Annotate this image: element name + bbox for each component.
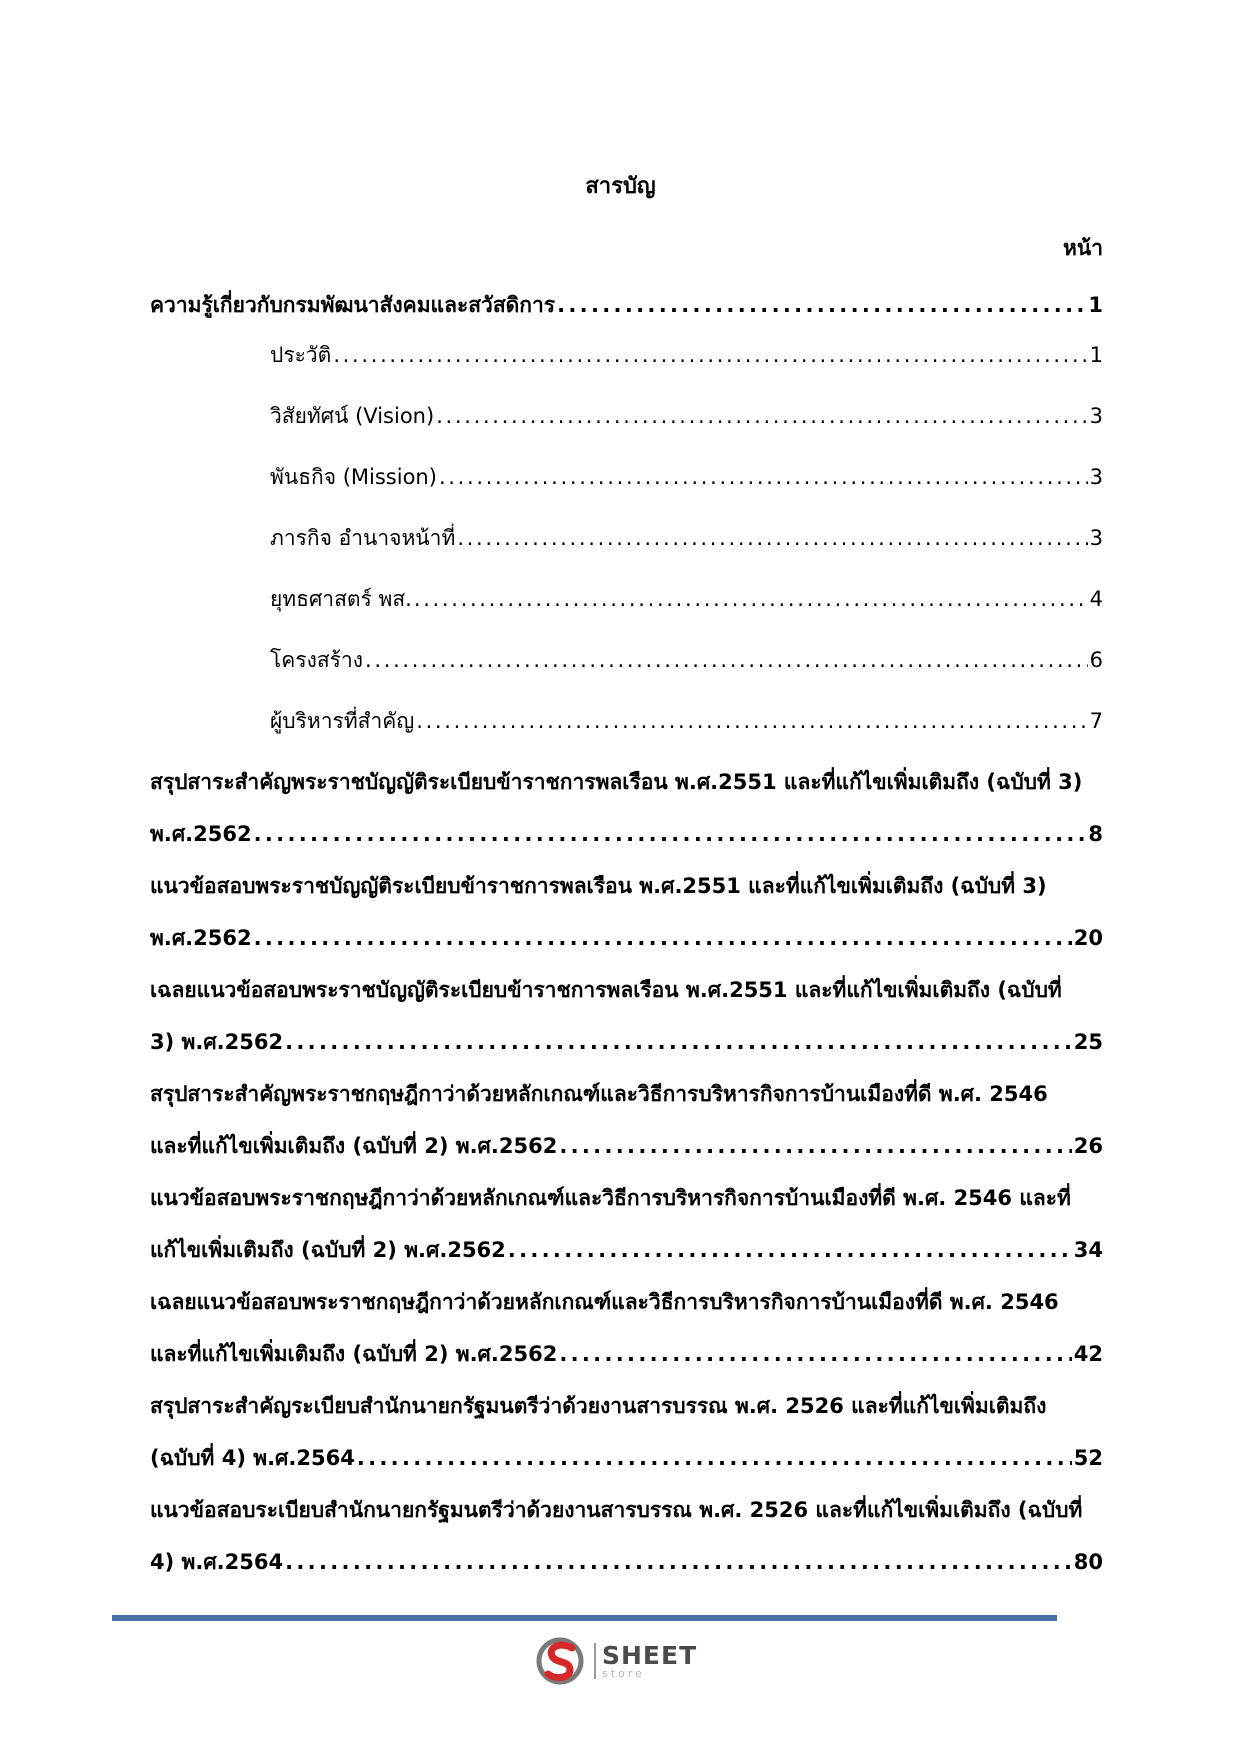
toc-title: สารบัญ — [585, 174, 656, 199]
toc-entry-title: ผู้บริหารที่สำคัญ — [270, 709, 415, 733]
toc-entry[interactable] — [150, 1391, 1103, 1495]
toc-entry[interactable] — [150, 975, 1103, 1079]
dot-leader — [559, 1131, 1071, 1161]
dot-leader — [285, 1547, 1072, 1577]
dot-leader — [439, 462, 1088, 492]
toc-entry-title: แนวข้อสอบพระราชบัญญัติระเบียบข้าราชการพลเรือน พ.ศ.2551 และที่แก้ไขเพิ่มเติมถึง (ฉบับที่ 3) — [150, 874, 1047, 898]
toc-entry-title: สรุปสาระสำคัญพระราชกฤษฎีกาว่าด้วยหลักเกณฑ์และวิธีการบริหารกิจการบ้านเมืองที่ดี พ.ศ. 2546 — [150, 1082, 1048, 1106]
logo-subtitle: store — [602, 1667, 645, 1680]
toc-entry-page: 3 — [1089, 404, 1103, 428]
toc-entry-title: โครงสร้าง — [270, 648, 364, 672]
toc-entry[interactable] — [150, 1183, 1103, 1287]
toc-entry-title-cont: 4) พ.ศ.2564 — [150, 1550, 284, 1574]
toc-entry-page: 8 — [1088, 822, 1103, 846]
page-column-label: หน้า — [1063, 236, 1103, 260]
logo-wordmark — [602, 1643, 697, 1679]
toc-entry-title-cont: และที่แก้ไขเพิ่มเติมถึง (ฉบับที่ 2) พ.ศ.2562 — [150, 1342, 558, 1366]
toc-subentry[interactable] — [150, 462, 1103, 523]
toc-entry-page: 7 — [1089, 709, 1103, 733]
toc-entry-page: 26 — [1073, 1134, 1103, 1158]
dot-leader — [436, 401, 1087, 431]
toc-entry[interactable] — [150, 1287, 1103, 1391]
toc-entry-title: สรุปสาระสำคัญพระราชบัญญัติระเบียบข้าราชการพลเรือน พ.ศ.2551 และที่แก้ไขเพิ่มเติมถึง (ฉบับที่ 3) — [150, 770, 1083, 794]
dot-leader — [254, 819, 1087, 849]
dot-leader — [333, 340, 1087, 370]
toc-entry-page: 80 — [1073, 1550, 1103, 1574]
toc-entry-page: 42 — [1073, 1342, 1103, 1366]
toc-entry-title: พันธกิจ (Mission) — [270, 465, 437, 489]
toc-entry[interactable] — [150, 1495, 1103, 1599]
dot-leader — [557, 290, 1086, 320]
toc-subentry[interactable] — [150, 645, 1103, 706]
toc-subentry[interactable] — [150, 401, 1103, 462]
toc-entry-page: 25 — [1073, 1030, 1103, 1054]
dot-leader — [414, 584, 1088, 614]
toc-entry[interactable] — [150, 871, 1103, 975]
footer-divider — [112, 1615, 1057, 1621]
dot-leader — [559, 1339, 1071, 1369]
toc-entry[interactable] — [150, 1079, 1103, 1183]
toc-entry-page: 3 — [1089, 526, 1103, 550]
toc-entry-title: ความรู้เกี่ยวกับกรมพัฒนาสังคมและสวัสดิการ — [150, 293, 556, 317]
toc-entry-title: ยุทธศาสตร์ พส. — [270, 587, 412, 611]
dot-leader — [254, 923, 1072, 953]
toc-entry-title-cont: และที่แก้ไขเพิ่มเติมถึง (ฉบับที่ 2) พ.ศ.2562 — [150, 1134, 558, 1158]
sheet-store-logo-icon — [536, 1636, 588, 1686]
toc-subentry[interactable] — [150, 340, 1103, 401]
toc-entry-title: ภารกิจ อำนาจหน้าที่ — [270, 526, 456, 550]
toc-subentry[interactable] — [150, 584, 1103, 645]
dot-leader — [285, 1027, 1072, 1057]
toc-entry-title: ประวัติ — [270, 343, 332, 367]
toc-entry-title: แนวข้อสอบระเบียบสำนักนายกรัฐมนตรีว่าด้วยงานสารบรรณ พ.ศ. 2526 และที่แก้ไขเพิ่มเติมถึง (ฉบับที่ — [150, 1498, 1083, 1522]
dot-leader — [357, 1443, 1072, 1473]
toc-entry-title-cont: พ.ศ.2562 — [150, 926, 252, 950]
toc-entry-page: 3 — [1089, 465, 1103, 489]
logo-name: SHEET — [602, 1641, 698, 1670]
dot-leader — [457, 523, 1087, 553]
toc-subentry[interactable] — [150, 706, 1103, 767]
toc-entry-title: เฉลยแนวข้อสอบพระราชบัญญัติระเบียบข้าราชการพลเรือน พ.ศ.2551 และที่แก้ไขเพิ่มเติมถึง (ฉบับที่ — [150, 978, 1062, 1002]
toc-entry-title: วิสัยทัศน์ (Vision) — [270, 404, 435, 428]
toc-entry-page: 6 — [1089, 648, 1103, 672]
toc-entry-page: 1 — [1089, 343, 1103, 367]
logo-separator — [594, 1643, 596, 1679]
toc-entry[interactable] — [150, 767, 1103, 871]
dot-leader — [508, 1235, 1072, 1265]
toc-entry-title: แนวข้อสอบพระราชกฤษฎีกาว่าด้วยหลักเกณฑ์และวิธีการบริหารกิจการบ้านเมืองที่ดี พ.ศ. 2546 และที่ — [150, 1186, 1071, 1210]
toc-entry-page: 52 — [1073, 1446, 1103, 1470]
toc-entry-page: 1 — [1088, 293, 1103, 317]
dot-leader — [416, 706, 1087, 736]
toc-entry-title-cont: 3) พ.ศ.2562 — [150, 1030, 284, 1054]
toc-entry-title-cont: พ.ศ.2562 — [150, 822, 252, 846]
toc-entry-title: สรุปสาระสำคัญระเบียบสำนักนายกรัฐมนตรีว่าด้วยงานสารบรรณ พ.ศ. 2526 และที่แก้ไขเพิ่มเติมถึง — [150, 1394, 1047, 1418]
toc-entry-title-cont: แก้ไขเพิ่มเติมถึง (ฉบับที่ 2) พ.ศ.2562 — [150, 1238, 506, 1262]
toc-entry[interactable] — [150, 290, 1103, 340]
table-of-contents — [150, 290, 1103, 1599]
toc-entry-title-cont: (ฉบับที่ 4) พ.ศ.2564 — [150, 1446, 355, 1470]
dot-leader — [365, 645, 1088, 675]
toc-entry-page: 4 — [1089, 587, 1103, 611]
sheet-store-logo — [536, 1636, 706, 1686]
toc-subentry[interactable] — [150, 523, 1103, 584]
toc-entry-page: 20 — [1073, 926, 1103, 950]
toc-entry-title: เฉลยแนวข้อสอบพระราชกฤษฎีกาว่าด้วยหลักเกณฑ์และวิธีการบริหารกิจการบ้านเมืองที่ดี พ.ศ. 2546 — [150, 1290, 1059, 1314]
toc-entry-page: 34 — [1073, 1238, 1103, 1262]
